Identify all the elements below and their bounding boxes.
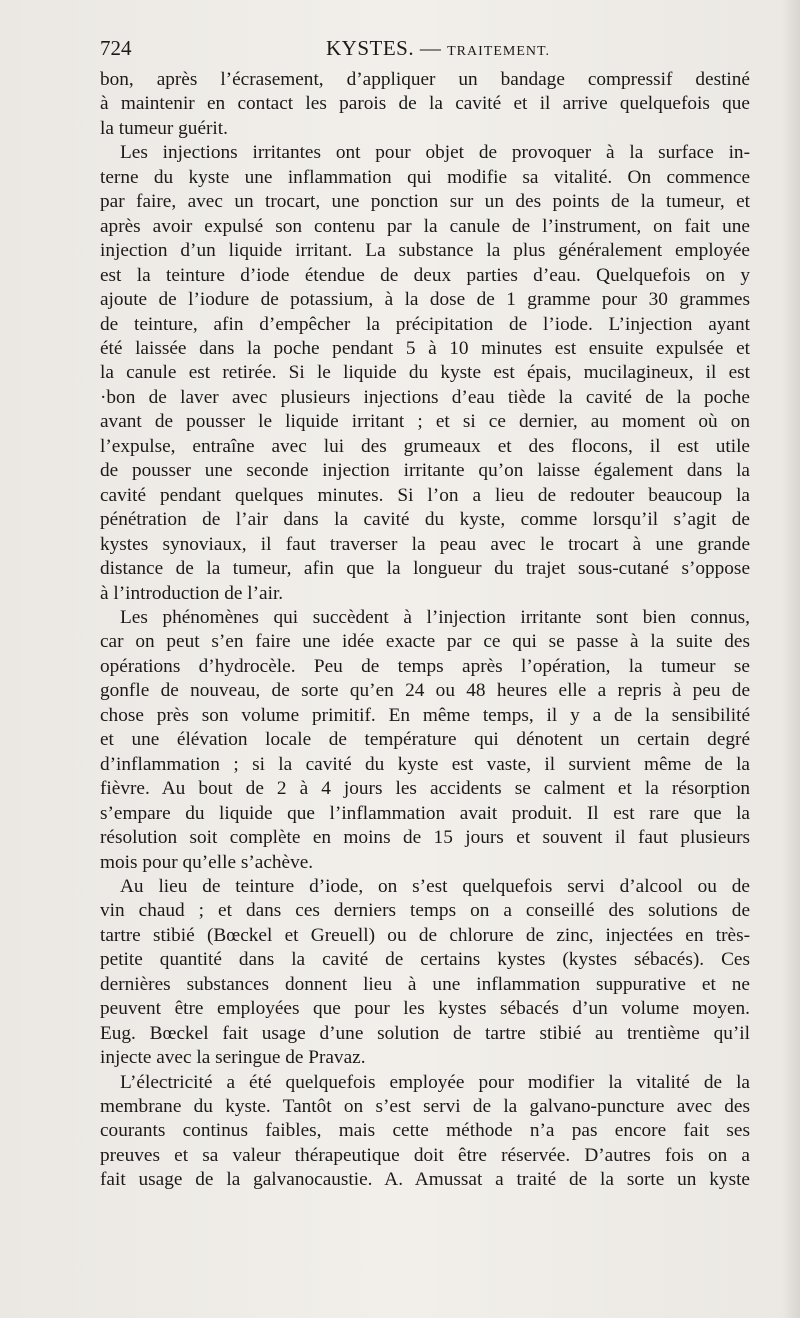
text-line: Eug. Bœckel fait usage d’une solution de tartre stibié au trentième qu’il: [100, 1022, 750, 1044]
text-line: avant de pousser le liquide irritant ; et si ce dernier, au moment où on: [100, 411, 750, 433]
text-line: à l’introduction de l’air.: [100, 582, 284, 604]
text-line: cavité pendant quelques minutes. Si l’on a lieu de redouter beaucoup la: [100, 484, 750, 506]
page-edge-shadow: [782, 0, 800, 1318]
text-line: car on peut s’en faire une idée exacte par ce qui se passe à la suite des: [100, 631, 750, 653]
text-line: injecte avec la seringue de Pravaz.: [100, 1047, 366, 1069]
text-line: chose près son volume primitif. En même temps, il y a de la sensibilité: [100, 704, 750, 726]
body-text: [100, 68, 750, 1193]
text-line: par faire, avec un trocart, une ponction sur un des points de la tumeur, et: [100, 191, 750, 213]
text-line: ajoute de l’iodure de potassium, à la dose de 1 gramme pour 30 grammes: [100, 289, 750, 311]
text-line: peuvent être employées que pour les kystes sébacés d’un volume moyen.: [100, 998, 750, 1020]
running-head: [100, 36, 750, 66]
text-line: l’expulse, entraîne avec lui des grumeaux et des flocons, il est utile: [100, 435, 750, 457]
running-title-subtitle: TRAITEMENT.: [447, 44, 550, 59]
text-line: Les injections irritantes ont pour objet de provoquer à la surface in-: [120, 142, 750, 164]
running-title-main: KYSTES.: [326, 36, 415, 60]
text-line: la canule est retirée. Si le liquide du kyste est épais, mucilagineux, il est: [100, 362, 750, 384]
text-line: à maintenir en contact les parois de la cavité et il arrive quelquefois que: [100, 93, 750, 115]
text-line: Au lieu de teinture d’iode, on s’est quelquefois servi d’alcool ou de: [120, 875, 750, 897]
page-number: 724: [100, 36, 132, 60]
text-line: fièvre. Au bout de 2 à 4 jours les accidents se calment et la résorption: [100, 778, 750, 800]
text-line: dernières substances donnent lieu à une inflammation suppurative et ne: [100, 973, 750, 995]
text-line: et une élévation locale de température qui dénotent un certain degré: [100, 729, 750, 751]
text-line: tartre stibié (Bœckel et Greuell) ou de chlorure de zinc, injectées en très-: [100, 924, 750, 946]
text-line: été laissée dans la poche pendant 5 à 10 minutes est ensuite expulsée et: [100, 337, 750, 359]
text-line: courants continus faibles, mais cette méthode n’a pas encore fait ses: [100, 1120, 750, 1142]
text-line: distance de la tumeur, afin que la longueur du trajet sous-cutané s’oppose: [100, 558, 750, 580]
text-line: gonfle de nouveau, de sorte qu’en 24 ou 48 heures elle a repris à peu de: [100, 680, 750, 702]
text-line: vin chaud ; et dans ces derniers temps on a conseillé des solutions de: [100, 900, 750, 922]
text-line: la tumeur guérit.: [100, 117, 228, 139]
text-line: fait usage de la galvanocaustie. A. Amussat a traité de la sorte un kyste: [100, 1169, 750, 1191]
text-line: de teinture, afin d’empêcher la précipitation de l’iode. L’injection ayant: [100, 313, 750, 335]
text-line: d’inflammation ; si la cavité du kyste est vaste, il survient même de la: [100, 753, 750, 775]
running-title-separator: —: [419, 36, 442, 60]
text-line: L’électricité a été quelquefois employée pour modifier la vitalité de la: [120, 1071, 750, 1093]
text-line: petite quantité dans la cavité de certains kystes (kystes sébacés). Ces: [100, 949, 750, 971]
text-line: injection d’un liquide irritant. La substance la plus généralement employée: [100, 240, 750, 262]
text-line: preuves et sa valeur thérapeutique doit être réservée. D’autres fois on a: [100, 1144, 750, 1166]
text-line: terne du kyste une inflammation qui modifie sa vitalité. On commence: [100, 166, 750, 188]
text-line: mois pour qu’elle s’achève.: [100, 851, 314, 873]
text-line: est la teinture d’iode étendue de deux parties d’eau. Quelquefois on y: [100, 264, 750, 286]
text-line: membrane du kyste. Tantôt on s’est servi de la galvano-puncture avec des: [100, 1096, 750, 1118]
text-line: ·bon de laver avec plusieurs injections d’eau tiède la cavité de la poche: [100, 386, 750, 408]
running-title: [326, 36, 550, 61]
text-line: opérations d’hydrocèle. Peu de temps après l’opération, la tumeur se: [100, 655, 750, 677]
text-line: de pousser une seconde injection irritante qu’on laisse également dans la: [100, 460, 750, 482]
text-line: résolution soit complète en moins de 15 jours et souvent il faut plusieurs: [100, 827, 750, 849]
text-line: Les phénomènes qui succèdent à l’injection irritante sont bien connus,: [120, 606, 750, 628]
text-line: bon, après l’écrasement, d’appliquer un bandage compressif destiné: [100, 69, 750, 90]
text-line: pénétration de l’air dans la cavité du kyste, comme lorsqu’il s’agit de: [100, 509, 750, 531]
text-line: après avoir expulsé son contenu par la canule de l’instrument, on fait une: [100, 215, 750, 237]
text-line: s’empare du liquide que l’inflammation avait produit. Il est rare que la: [100, 802, 750, 824]
text-line: kystes synoviaux, il faut traverser la peau avec le trocart à une grande: [100, 533, 750, 555]
